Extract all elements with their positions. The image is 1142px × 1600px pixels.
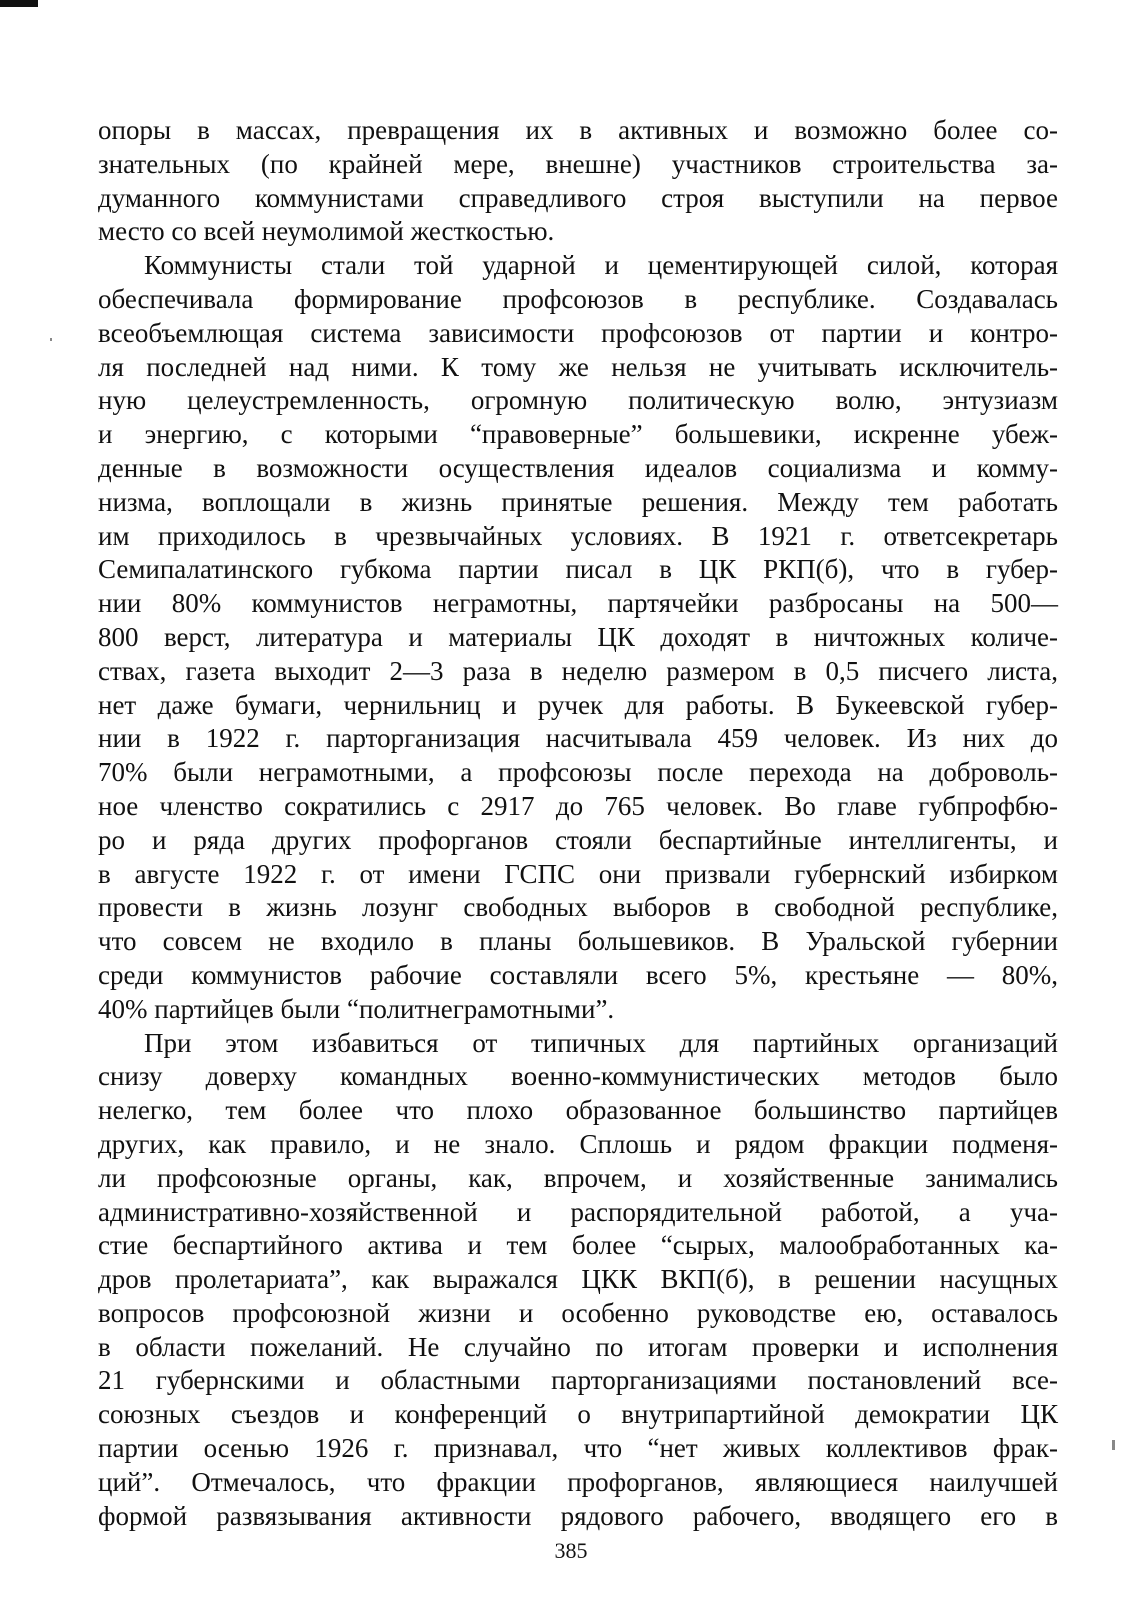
text-line: низма, воплощали в жизнь принятые решения. Между тем работать [98,486,1058,517]
text-line: всеобъемлющая система зависимости профсоюзов от партии и контро- [98,317,1058,348]
text-line: в августе 1922 г. от имени ГСПС они призвали губернский избирком [98,858,1058,889]
page-number: 385 [554,1538,588,1563]
text-line: и энергию, с которыми “правоверные” большевики, искренне убеж- [98,419,1058,450]
text-line: в области пожеланий. Не случайно по итогам проверки и исполнения [98,1331,1058,1362]
text-line: ную целеустремленность, огромную политическую волю, энтузиазм [98,385,1058,416]
text-line: знательных (по крайней мере, внешне) участников строительства за- [98,148,1058,179]
text-line: ствах, газета выходит 2—3 раза в неделю размером в 0,5 писчего листа, [98,655,1058,686]
text-line: ли профсоюзные органы, как, впрочем, и хозяйственные занимались [98,1162,1058,1193]
text-line: других, как правило, и не знало. Сплошь и рядом фракции подменя- [98,1128,1058,1159]
text-line: им приходилось в чрезвычайных условиях. В 1921 г. ответсекретарь [98,520,1058,551]
text-line: ное членство сократились с 2917 до 765 человек. Во главе губпрофбю- [98,790,1058,821]
stray-mark-right [1112,1440,1115,1450]
text-line: 800 верст, литература и материалы ЦК доходят в ничтожных количе- [98,621,1058,652]
text-line: 40% партийцев были “политнеграмотными”. [98,993,615,1024]
text-line: ро и ряда других профорганов стояли беспартийные интеллигенты, и [98,824,1058,855]
text-line: ля последней над ними. К тому же нельзя не учитывать исключитель- [98,351,1058,382]
text-line: нет даже бумаги, чернильниц и ручек для работы. В Букеевской губер- [98,689,1058,720]
text-line: нии 80% коммунистов неграмотны, партячейки разбросаны на 500— [98,588,1058,619]
text-line: обеспечивала формирование профсоюзов в республике. Создавалась [98,283,1058,314]
text-line: снизу доверху командных военно-коммунистических методов было [98,1061,1058,1092]
text-line: нии в 1922 г. парторганизация насчитывала 459 человек. Из них до [98,723,1058,754]
text-line: думанного коммунистами справедливого строя выступили на первое [98,182,1058,213]
text-line: административно-хозяйственной и распорядительной работой, а уча- [98,1196,1058,1227]
text-line: денные в возможности осуществления идеалов социализма и комму- [98,452,1058,483]
text-line: опоры в массах, превращения их в активных и возможно более со- [98,115,1058,145]
text-line: партии осенью 1926 г. признавал, что “нет живых коллективов фрак- [98,1433,1058,1464]
text-line: 21 губернскими и областными парторганизациями постановлений все- [98,1365,1058,1396]
text-line: При этом избавиться от типичных для партийных организаций [144,1027,1058,1058]
text-line: среди коммунистов рабочие составляли всего 5%, крестьяне — 80%, [98,959,1058,990]
text-line: формой развязывания активности рядового рабочего, вводящего его в [98,1500,1058,1531]
text-line: вопросов профсоюзной жизни и особенно руководстве ею, оставалось [98,1297,1058,1328]
text-line: Коммунисты стали той ударной и цементирующей силой, которая [144,250,1058,281]
text-line: что совсем не входило в планы большевиков. В Уральской губернии [98,926,1058,957]
text-line: ций”. Отмечалось, что фракции профорганов, являющиеся наилучшей [98,1466,1058,1497]
scan-edge-mark [0,0,38,7]
text-line: стие беспартийного актива и тем более “сырых, малообработанных ка- [98,1230,1058,1261]
text-line: нелегко, тем более что плохо образованное большинство партийцев [98,1095,1058,1126]
text-line: место со всей неумолимой жесткостью. [98,216,555,247]
text-line: дров пролетариата”, как выражался ЦКК ВКП(б), в решении насущных [98,1264,1058,1295]
page-body-text [98,114,1058,1533]
text-line: Семипалатинского губкома партии писал в ЦК РКП(б), что в губер- [98,554,1058,585]
stray-mark-left [50,338,52,341]
text-line: союзных съездов и конференций о внутрипартийной демократии ЦК [98,1399,1058,1430]
text-line: 70% были неграмотными, а профсоюзы после перехода на доброволь- [98,757,1058,788]
text-line: провести в жизнь лозунг свободных выборов в свободной республике, [98,892,1058,923]
